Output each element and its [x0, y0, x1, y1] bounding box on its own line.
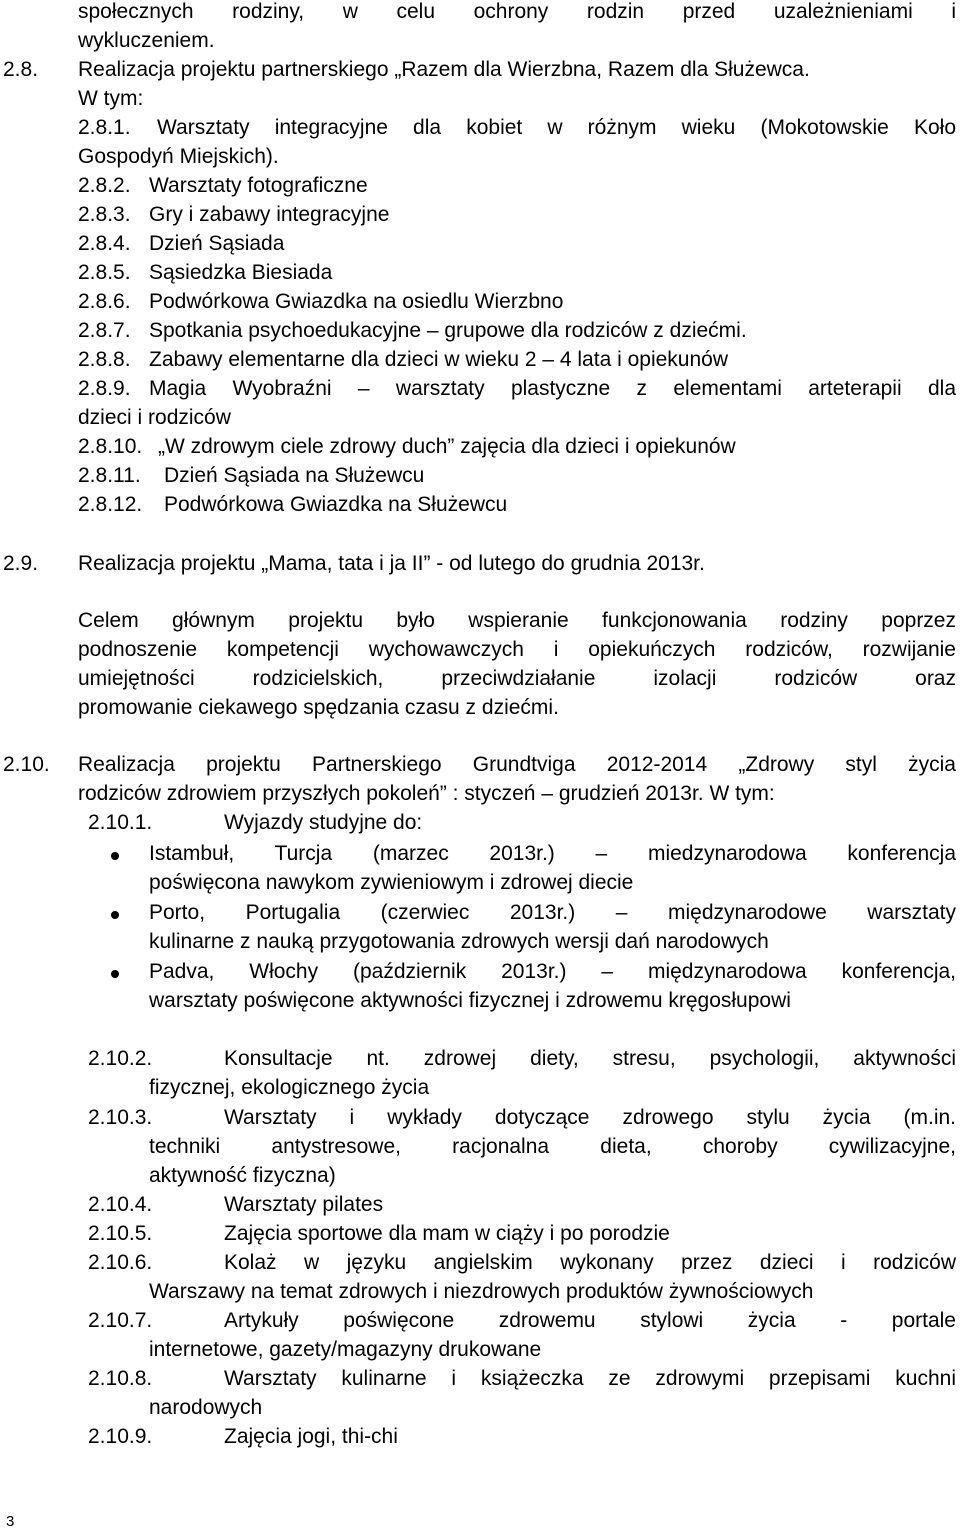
item-text: Warsztaty kulinarne i książeczka ze zdrowymi przepisami kuchni [224, 1367, 956, 1390]
item-text: Dzień Sąsiada [149, 232, 285, 255]
item-text: Warsztaty fotograficzne [149, 174, 368, 197]
item-number: 2.10.6. [88, 1251, 153, 1274]
bullet-text: warsztaty poświęcone aktywności fizycznej i zdrowemu kręgosłupowi [149, 989, 791, 1012]
section-title: W tym: [78, 87, 144, 110]
item-text: „W zdrowym ciele zdrowy duch” zajęcia dla dzieci i opiekunów [158, 435, 736, 458]
bullet-text: Padva, Włochy (październik 2013r.) – międzynarodowa konferencja, [149, 960, 956, 983]
item-text: Gry i zabawy integracyjne [149, 203, 390, 226]
item-number: 2.10.5. [88, 1222, 153, 1245]
item-text: Warsztaty integracyjne dla kobiet w różnym wieku (Mokotowskie Koło [157, 116, 956, 139]
item-text: Gospodyń Miejskich). [78, 145, 279, 168]
bullet-text: Porto, Portugalia (czerwiec 2013r.) – międzynarodowe warsztaty [149, 901, 956, 924]
item-text: dzieci i rodziców [78, 406, 231, 429]
section-number: 2.9. [3, 552, 39, 575]
paragraph-text: umiejętności rodzicielskich, przeciwdziałanie izolacji rodziców oraz [78, 667, 956, 690]
item-text: Zabawy elementarne dla dzieci w wieku 2 – 4 lata i opiekunów [149, 348, 728, 371]
item-text: Kolaż w języku angielskim wykonany przez dzieci i rodziców [224, 1251, 956, 1274]
bullet-icon [111, 911, 119, 919]
item-number: 2.8.4. [78, 232, 131, 255]
paragraph-text: społecznych rodziny, w celu ochrony rodzin przed uzależnieniami i [78, 0, 956, 23]
item-text: Warsztaty pilates [224, 1193, 384, 1216]
item-number: 2.10.3. [88, 1106, 153, 1129]
bullet-icon [111, 852, 119, 860]
item-number: 2.10.2. [88, 1047, 153, 1070]
section-title: Realizacja projektu partnerskiego „Razem dla Wierzbna, Razem dla Służewca. [78, 58, 810, 81]
item-number: 2.8.3. [78, 203, 131, 226]
item-text: Podwórkowa Gwiazdka na osiedlu Wierzbno [149, 290, 564, 313]
item-number: 2.8.1. [78, 116, 131, 139]
section-title: Realizacja projektu „Mama, tata i ja II” - od lutego do grudnia 2013r. [78, 552, 705, 575]
item-number: 2.8.10. [78, 435, 143, 458]
section-title: rodziców zdrowiem przyszłych pokoleń” : styczeń – grudzień 2013r. W tym: [78, 782, 775, 805]
item-text: Konsultacje nt. zdrowej diety, stresu, psychologii, aktywności [224, 1047, 956, 1070]
item-number: 2.8.9. [78, 377, 131, 400]
item-number: 2.10.4. [88, 1193, 153, 1216]
item-text: fizycznej, ekologicznego życia [149, 1076, 430, 1099]
section-number: 2.10. [3, 753, 50, 776]
item-text: aktywność fizyczna) [149, 1164, 336, 1187]
item-text: Podwórkowa Gwiazdka na Służewcu [164, 493, 508, 516]
item-text: techniki antystresowe, racjonalna dieta, choroby cywilizacyjne, [149, 1135, 956, 1158]
item-number: 2.10.1. [88, 811, 153, 834]
bullet-text: Istambuł, Turcja (marzec 2013r.) – miedzynarodowa konferencja [149, 842, 956, 865]
item-number: 2.10.7. [88, 1309, 153, 1332]
paragraph-text: promowanie ciekawego spędzania czasu z dziećmi. [78, 696, 559, 719]
item-text: internetowe, gazety/magazyny drukowane [149, 1338, 542, 1361]
bullet-text: kulinarne z nauką przygotowania zdrowych wersji dań narodowych [149, 930, 769, 953]
item-number: 2.8.6. [78, 290, 131, 313]
section-title: Realizacja projektu Partnerskiego Grundtviga 2012-2014 „Zdrowy styl życia [78, 753, 956, 776]
item-number: 2.8.11. [78, 464, 141, 487]
item-number: 2.8.7. [78, 319, 131, 342]
item-text: Spotkania psychoedukacyjne – grupowe dla rodziców z dziećmi. [149, 319, 747, 342]
section-number: 2.8. [3, 58, 39, 81]
item-text: Zajęcia sportowe dla mam w ciąży i po porodzie [224, 1222, 670, 1245]
item-text: Zajęcia jogi, thi-chi [224, 1425, 398, 1448]
item-text: Dzień Sąsiada na Służewcu [164, 464, 425, 487]
bullet-icon [111, 970, 119, 978]
item-number: 2.8.8. [78, 348, 131, 371]
item-number: 2.8.2. [78, 174, 131, 197]
paragraph-text: Celem głównym projektu było wspieranie funkcjonowania rodziny poprzez [78, 609, 956, 632]
item-number: 2.8.12. [78, 493, 143, 516]
item-text: Sąsiedzka Biesiada [149, 261, 333, 284]
item-text: Magia Wyobraźni – warsztaty plastyczne z elementami arteterapii dla [149, 377, 956, 400]
page-number: 3 [6, 1513, 15, 1530]
item-text: Warszawy na temat zdrowych i niezdrowych produktów żywnościowych [149, 1280, 814, 1303]
paragraph-text: podnoszenie kompetencji wychowawczych i opiekuńczych rodziców, rozwijanie [78, 638, 956, 661]
item-text: narodowych [149, 1396, 263, 1419]
item-number: 2.10.9. [88, 1425, 153, 1448]
bullet-text: poświęcona nawykom zywieniowym i zdrowej diecie [149, 871, 634, 894]
item-text: Wyjazdy studyjne do: [224, 811, 423, 834]
item-number: 2.8.5. [78, 261, 131, 284]
item-text: Warsztaty i wykłady dotyczące zdrowego stylu życia (m.in. [224, 1106, 956, 1129]
item-number: 2.10.8. [88, 1367, 153, 1390]
item-text: Artykuły poświęcone zdrowemu stylowi życia - portale [224, 1309, 956, 1332]
paragraph-text: wykluczeniem. [78, 29, 215, 52]
